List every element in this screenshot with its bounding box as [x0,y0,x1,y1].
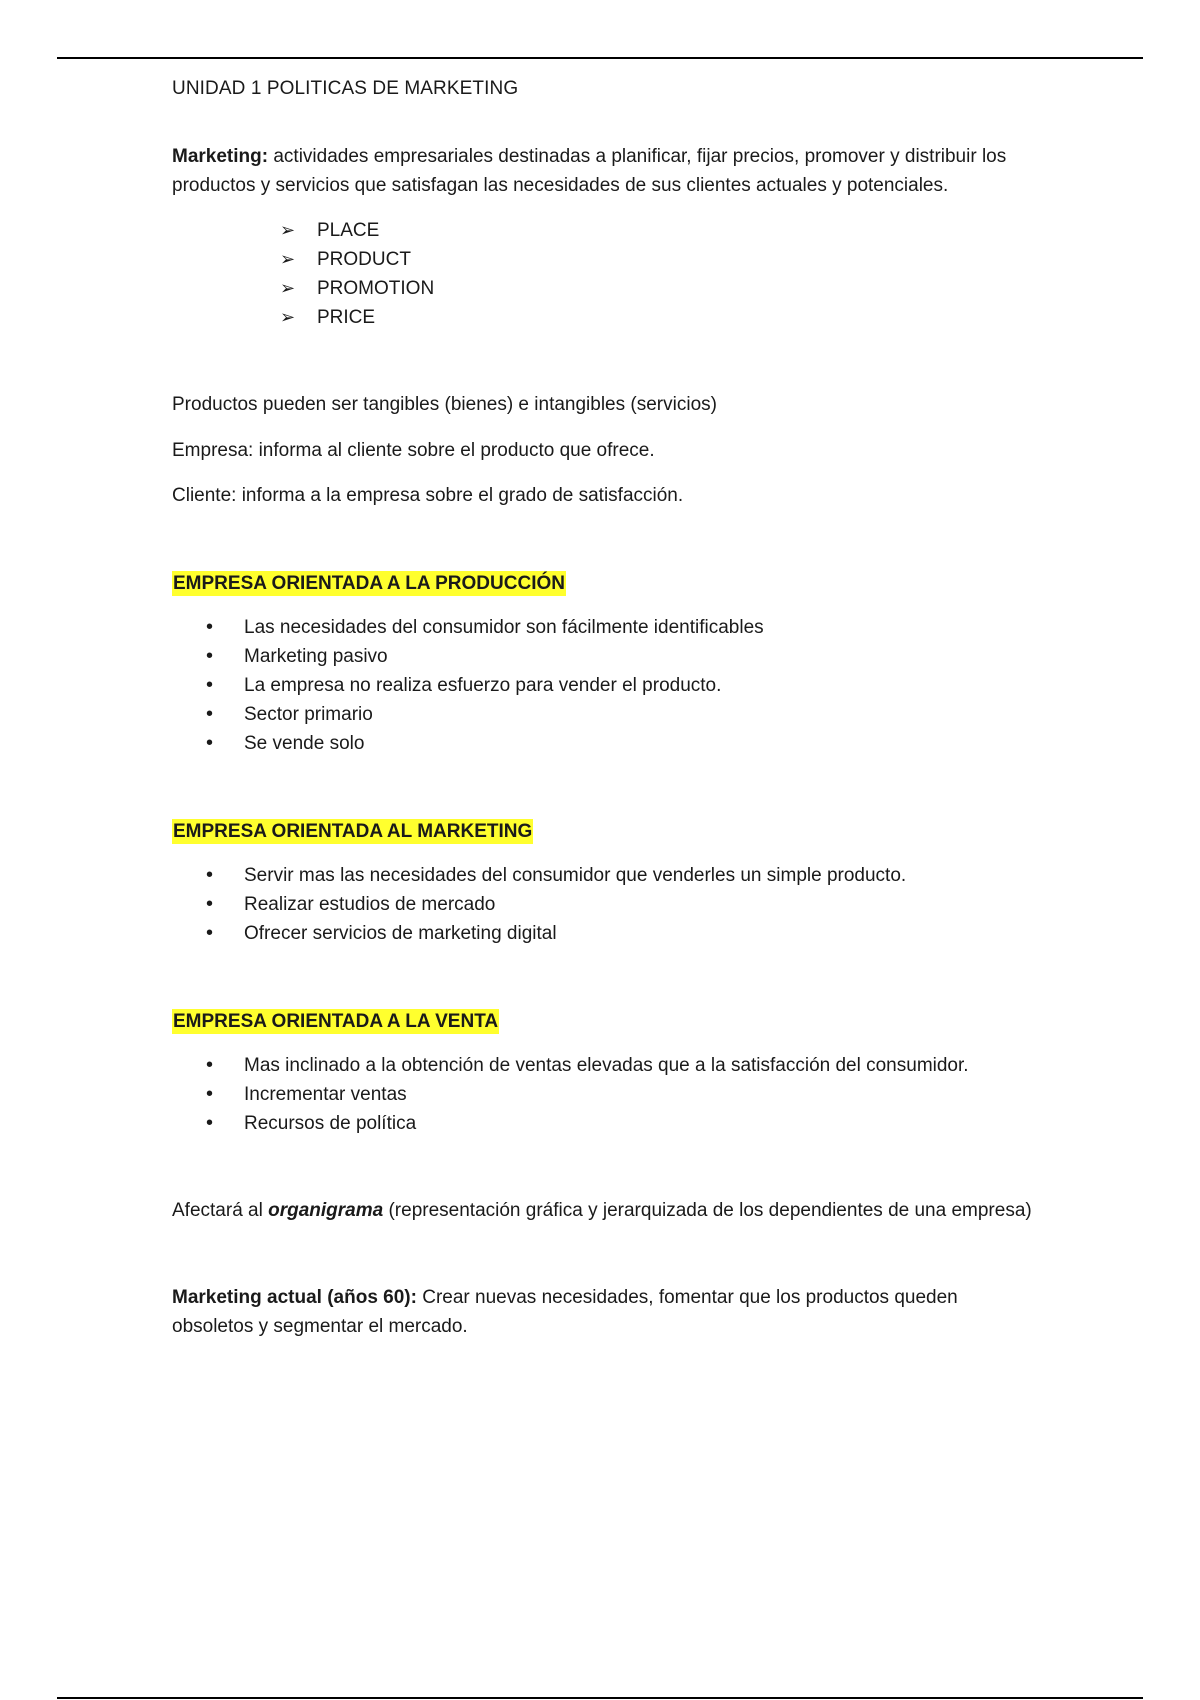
empresa-paragraph: Empresa: informa al cliente sobre el producto que ofrece. [172,440,655,461]
list-item: ➢ PROMOTION [280,274,1032,303]
list-item: • La empresa no realiza esfuerzo para vender el producto. [206,671,1032,700]
marketing-actual-paragraph: Marketing actual (años 60): Crear nuevas necesidades, fomentar que los productos queden obsoletos y segmentar el mercado. [172,1287,958,1337]
footer-rule [57,1697,1143,1699]
list-item: • Realizar estudios de mercado [206,890,1032,919]
bullet-icon: • [206,732,214,754]
definition-text: actividades empresariales destinadas a planificar, fijar precios, promover y distribuir los productos y servicios que satisfagan las necesidades de sus clientes actuales y potenciales. [172,146,1007,196]
section-venta [172,1007,1032,1036]
cliente-paragraph: Cliente: informa a la empresa sobre el grado de satisfacción. [172,485,684,506]
bullet-icon: • [206,893,214,915]
list-item: ➢ PLACE [280,216,1032,245]
definition-term: Marketing: [172,146,269,167]
list-item: • Se vende solo [206,729,1032,758]
bullet-icon: • [206,645,214,667]
arrow-bullet-icon: ➢ [280,278,296,298]
list-item: • Marketing pasivo [206,642,1032,671]
list-item: • Sector primario [206,700,1032,729]
section-heading: EMPRESA ORIENTADA A LA PRODUCCIÓN [173,573,565,594]
organigrama-term: organigrama [268,1200,384,1221]
bullet-icon: • [206,616,214,638]
header-rule [57,57,1143,59]
list-item: ➢ PRICE [280,303,1032,332]
organigrama-paragraph: Afectará al organigrama (representación gráfica y jerarquizada de los dependientes de una empresa) [172,1200,1032,1221]
marketing-actual-term: Marketing actual (años 60): [172,1287,417,1308]
bullet-icon: • [206,1054,214,1076]
section-produccion [172,569,1032,598]
bullet-icon: • [206,1112,214,1134]
section-heading: EMPRESA ORIENTADA AL MARKETING [173,821,533,842]
four-p-list [280,216,1032,332]
arrow-bullet-icon: ➢ [280,220,296,240]
marketing-definition [172,142,1032,200]
section-marketing [172,817,1032,846]
bullet-icon: • [206,674,214,696]
document-body [172,74,1032,1341]
list-item: • Recursos de política [206,1109,1032,1138]
arrow-bullet-icon: ➢ [280,307,296,327]
venta-list [206,1051,1032,1138]
section-heading: EMPRESA ORIENTADA A LA VENTA [173,1011,499,1032]
bullet-icon: • [206,703,214,725]
list-item: • Servir mas las necesidades del consumidor que venderles un simple producto. [206,861,1032,890]
list-item: • Incrementar ventas [206,1080,1032,1109]
list-item: ➢ PRODUCT [280,245,1032,274]
list-item: • Mas inclinado a la obtención de ventas elevadas que a la satisfacción del consumidor. [206,1051,1032,1080]
marketing-list [206,861,1032,948]
bullet-icon: • [206,864,214,886]
produccion-list [206,613,1032,758]
bullet-icon: • [206,922,214,944]
bullet-icon: • [206,1083,214,1105]
tangibles-paragraph: Productos pueden ser tangibles (bienes) e intangibles (servicios) [172,394,717,415]
list-item: • Las necesidades del consumidor son fácilmente identificables [206,613,1032,642]
list-item: • Ofrecer servicios de marketing digital [206,919,1032,948]
arrow-bullet-icon: ➢ [280,249,296,269]
document-title: UNIDAD 1 POLITICAS DE MARKETING [172,78,519,99]
